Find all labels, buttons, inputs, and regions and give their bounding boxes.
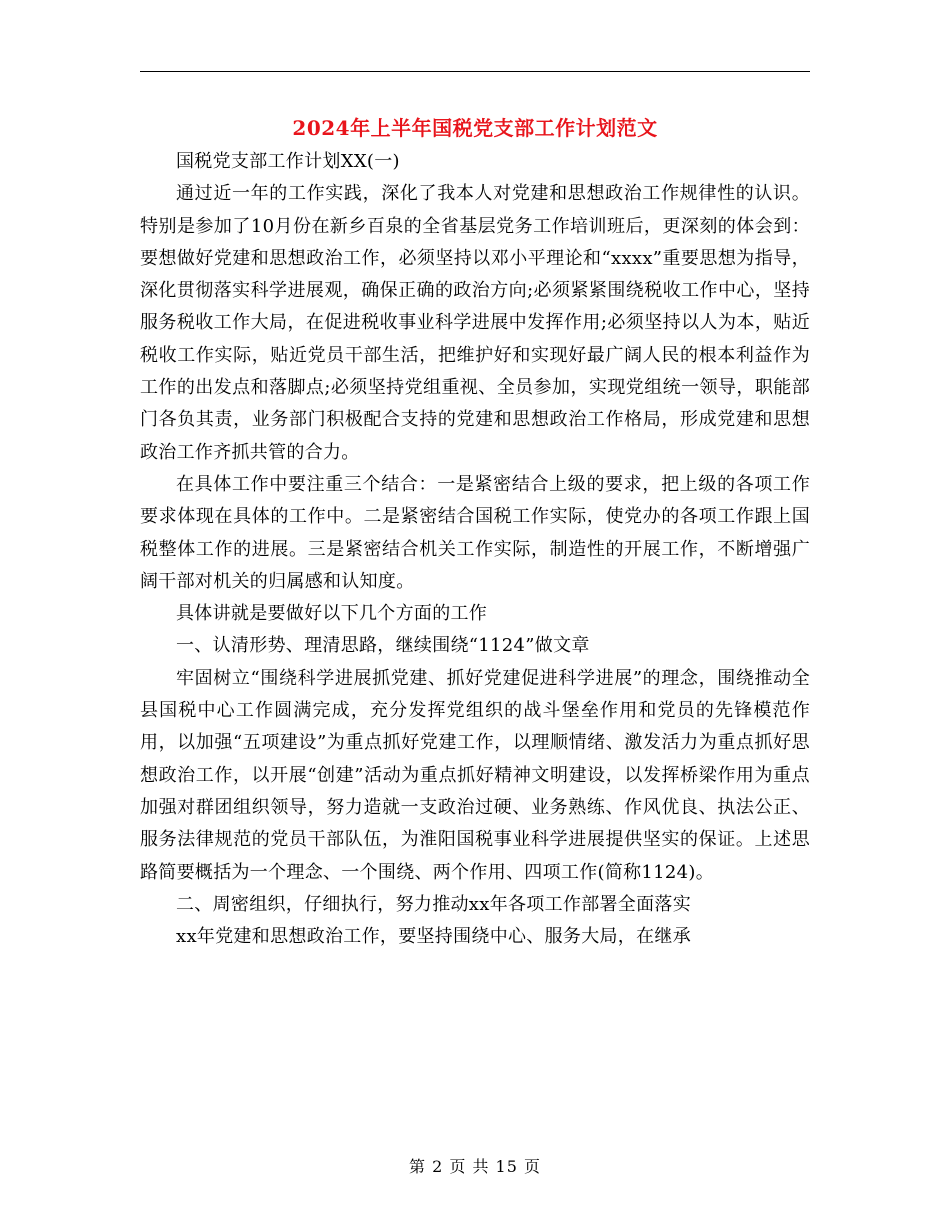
page-number-label: 第 2 页 共 15 页 [409,1157,541,1176]
paragraph-three-combinations: 在具体工作中要注重三个结合：一是紧密结合上级的要求，把上级的各项工作要求体现在具体的工作中。二是紧密结合国税工作实际，使党办的各项工作跟上国税整体工作的进展。三是紧密结合机关工作实际，制造性的开展工作，不断增强广阔干部对机关的归属感和认知度。 [140,473,810,592]
section-heading-1: 一、认清形势、理清思路，继续围绕“1124”做文章 [176,635,590,657]
page-footer [140,1154,810,1177]
document-title: 2024年上半年国税党支部工作计划范文 [292,116,658,140]
paragraph-work-aspects: 具体讲就是要做好以下几个方面的工作 [176,603,488,625]
paragraph-intro: 通过近一年的工作实践，深化了我本人对党建和思想政治工作规律性的认识。特别是参加了10月份在新乡百泉的全省基层党务工作培训班后，更深刻的体会到：要想做好党建和思想政治工作，必须坚持以邓小平理论和“xxxx”重要思想为指导，深化贯彻落实科学进展观，确保正确的政治方向;必须紧紧围绕税收工作中心，坚持服务税收工作大局，在促进税收事业科学进展中发挥作用;必须坚持以人为本，贴近税收工作实际，贴近党员干部生活，把维护好和实现好最广阔人民的根本利益作为工作的出发点和落脚点;必须坚持党组重视、全员参加，实现党组统一领导，职能部门各负其责，业务部门积极配合支持的党建和思想政治工作格局，形成党建和思想政治工作齐抓共管的合力。 [140,183,810,463]
paragraph-subtitle: 国税党支部工作计划XX(一) [176,151,400,172]
paragraph-concept: 牢固树立“围绕科学进展抓党建、抓好党建促进科学进展”的理念，围绕推动全县国税中心工作圆满完成，充分发挥党组织的战斗堡垒作用和党员的先锋模范作用，以加强“五项建设”为重点抓好党建工作，以理顺情绪、激发活力为重点抓好思想政治工作，以开展“创建”活动为重点抓好精神文明建设，以发挥桥梁作用为重点加强对群团组织领导，努力造就一支政治过硬、业务熟练、作风优良、执法公正、服务法律规范的党员干部队伍，为淮阳国税事业科学进展提供坚实的保证。上述思路简要概括为一个理念、一个围绕、两个作用、四项工作(简称1124)。 [140,667,810,883]
document-body [140,146,810,953]
section-heading-2: 二、周密组织，仔细执行，努力推动xx年各项工作部署全面落实 [176,893,691,915]
paragraph-continuation: xx年党建和思想政治工作，要坚持围绕中心、服务大局，在继承 [176,926,691,948]
header-rule [140,71,810,72]
